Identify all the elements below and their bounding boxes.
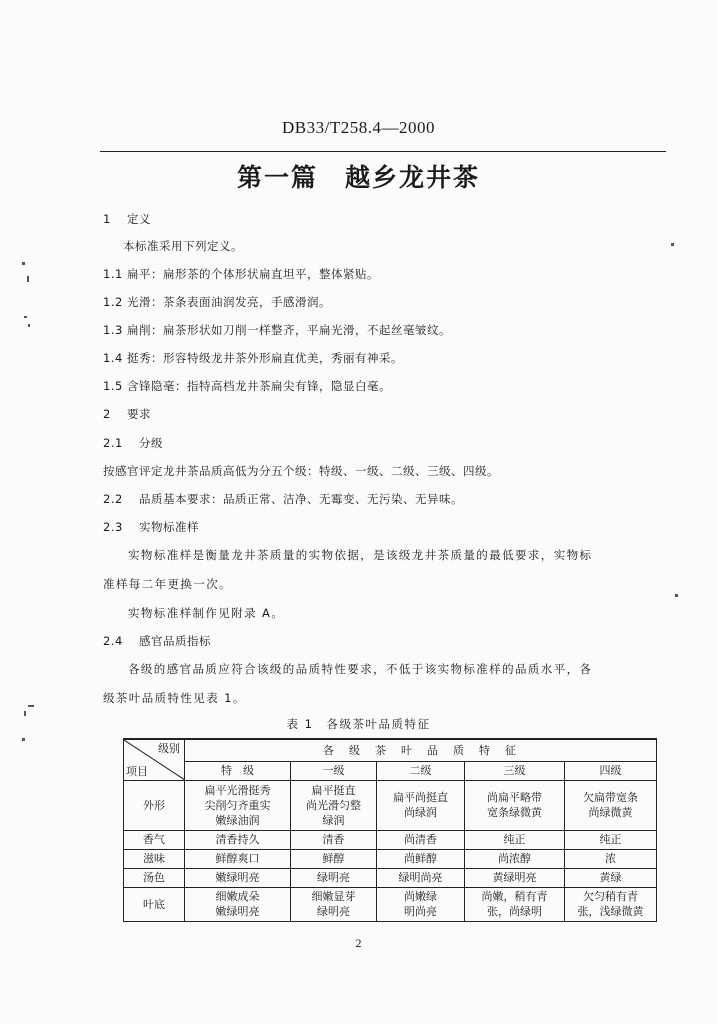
table-cell — [565, 830, 657, 849]
table-corner-cell — [124, 739, 185, 780]
item-number: 2.1 — [103, 436, 123, 450]
paragraph-line: 实物标准样是衡量龙井茶质量的实物依据，是该级龙井茶质量的最低要求，实物标 — [128, 548, 593, 562]
item-2-3 — [103, 519, 199, 535]
item-text: 扁平：扁形茶的个体形状扁直坦平，整体紧贴。 — [127, 267, 379, 281]
cell-text-line: 嫩绿明亮 — [215, 871, 260, 884]
cell-text-line: 嫩绿油润 — [215, 813, 260, 827]
paragraph-line: 实物标准样制作见附录 A。 — [128, 606, 285, 620]
row-label: 叶底 — [124, 887, 185, 921]
document-code: DB33/T258.4—2000 — [282, 118, 435, 137]
row-label: 汤色 — [124, 868, 185, 887]
grade-header-cell: 二级 — [377, 761, 465, 780]
table-cell — [291, 887, 377, 921]
page-number: 2 — [355, 936, 362, 950]
cell-text-line: 尚嫩绿 — [404, 890, 437, 903]
item-1-4 — [103, 350, 403, 366]
cell-text-line: 细嫩成朵 — [215, 890, 260, 903]
table-row — [124, 887, 657, 921]
table-cell — [465, 830, 565, 849]
cell-text-line: 浓 — [605, 852, 616, 865]
item-number: 1.5 — [103, 379, 123, 393]
cell-text-line: 绿明亮 — [317, 871, 350, 884]
cell-text-line: 张，浅绿微黄 — [577, 905, 644, 918]
table-cell — [565, 868, 657, 887]
scan-speck — [24, 711, 26, 716]
cell-text-line: 尚绿润 — [404, 806, 437, 819]
cell-text-line: 尚扁平略带 — [487, 791, 542, 804]
item-text: 品质基本要求：品质正常、洁净、无霉变、无污染、无异味。 — [139, 492, 463, 506]
table-cell — [565, 849, 657, 868]
table-cell — [465, 868, 565, 887]
item-1-5 — [103, 378, 391, 394]
table-cell — [377, 780, 465, 830]
cell-text-line: 尚光滑匀整 — [306, 798, 361, 812]
section-number: 1 — [103, 212, 111, 226]
table-cell — [465, 887, 565, 921]
scan-speck — [671, 243, 674, 246]
cell-text-line: 张，尚绿明 — [487, 905, 542, 918]
table-cell — [185, 849, 291, 868]
cell-text-line: 扁平尚挺直 — [393, 791, 448, 804]
cell-text-line: 尚嫩，稍有青 — [481, 890, 548, 903]
cell-text-line: 尖削匀齐重实 — [204, 798, 271, 812]
row-label: 香气 — [124, 830, 185, 849]
scan-speck — [28, 705, 34, 707]
cell-text-line: 尚绿微黄 — [588, 806, 633, 819]
cell-text-line: 扁平挺直 — [311, 783, 356, 797]
corner-label-item: 项目 — [126, 764, 148, 778]
cell-text-line: 细嫩显芽 — [311, 890, 356, 903]
item-number: 1.2 — [103, 295, 123, 309]
item-2-4 — [103, 633, 211, 649]
item-number: 2.2 — [103, 492, 123, 506]
scan-speck — [22, 262, 25, 265]
grade-header-cell: 三级 — [465, 761, 565, 780]
item-number: 2.3 — [103, 520, 123, 534]
item-text: 感官品质指标 — [139, 634, 211, 648]
cell-text-line: 欠扁带宽条 — [583, 791, 638, 804]
table-cell — [565, 887, 657, 921]
table-cell — [185, 868, 291, 887]
grade-header-cell: 一级 — [291, 761, 377, 780]
table-cell — [377, 868, 465, 887]
table-cell — [185, 887, 291, 921]
table-cell — [565, 780, 657, 830]
cell-text-line: 明尚亮 — [404, 905, 437, 918]
item-2-1-body: 按感官评定龙井茶品质高低为分五个级：特级、一级、二级、三级、四级。 — [103, 464, 499, 478]
grade-header-row — [124, 761, 657, 780]
scan-speck — [22, 738, 25, 741]
item-text: 实物标准样 — [139, 520, 199, 534]
cell-text-line: 黄绿 — [599, 871, 622, 884]
section-heading: 定义 — [127, 212, 151, 226]
cell-text-line: 纯正 — [599, 833, 622, 846]
cell-text-line: 绿明尚亮 — [398, 871, 443, 884]
table-header-row — [124, 739, 657, 761]
table-caption: 表 1 各级茶叶品质特征 — [286, 717, 431, 731]
cell-text-line: 尚浓醇 — [498, 852, 531, 865]
item-text: 光滑：茶条表面油润发亮，手感滑润。 — [127, 295, 331, 309]
item-number: 1.4 — [103, 351, 123, 365]
table-row — [124, 849, 657, 868]
cell-text-line: 尚鲜醇 — [404, 852, 437, 865]
item-text: 挺秀：形容特级龙井茶外形扁直优美，秀丽有神采。 — [127, 351, 403, 365]
item-1-1 — [103, 266, 379, 282]
table-cell — [291, 780, 377, 830]
scan-speck — [27, 276, 29, 282]
table-cell — [377, 849, 465, 868]
grade-header-cell: 四级 — [565, 761, 657, 780]
corner-label-grade: 级别 — [158, 742, 180, 755]
paragraph-line: 各级的感官品质应符合该级的品质特性要求，不低于该实物标准样的品质水平，各 — [128, 662, 593, 676]
table-cell — [377, 830, 465, 849]
item-text: 含锋隐毫：指特高档龙井茶扁尖有锋，隐显白毫。 — [127, 379, 391, 393]
item-number: 2.4 — [103, 634, 123, 648]
section-2 — [103, 406, 151, 422]
cell-text-line: 嫩绿明亮 — [215, 905, 260, 918]
group-header-cell: 各 级 茶 叶 品 质 特 征 — [185, 739, 657, 761]
section-heading: 要求 — [127, 407, 151, 421]
table-cell — [465, 780, 565, 830]
row-label: 外形 — [124, 780, 185, 830]
scan-speck — [675, 594, 678, 597]
table-cell — [291, 868, 377, 887]
table-cell — [377, 887, 465, 921]
item-number: 1.1 — [103, 267, 123, 281]
grade-header-cell: 特 级 — [185, 761, 291, 780]
paragraph-line: 级茶叶品质特性见表 1。 — [103, 691, 246, 705]
cell-text-line: 鲜醇 — [322, 852, 345, 865]
table-row — [124, 830, 657, 849]
item-1-3 — [103, 322, 451, 338]
item-number: 1.3 — [103, 323, 123, 337]
row-label: 滋味 — [124, 849, 185, 868]
paragraph-line: 准样每二年更换一次。 — [103, 577, 232, 591]
table-cell — [291, 849, 377, 868]
cell-text-line: 扁平光滑挺秀 — [204, 783, 271, 797]
table-cell — [291, 830, 377, 849]
cell-text-line: 尚清香 — [404, 833, 437, 846]
cell-text-line: 清香 — [322, 833, 345, 846]
cell-text-line: 绿润 — [322, 813, 345, 827]
table-row — [124, 868, 657, 887]
header-rule — [100, 151, 666, 152]
item-2-2 — [103, 491, 463, 507]
cell-text-line: 鲜醇爽口 — [215, 852, 260, 865]
cell-text-line: 绿明亮 — [317, 905, 350, 918]
table-cell — [185, 830, 291, 849]
page-title: 第一篇 越乡龙井茶 — [236, 163, 480, 192]
quality-table — [123, 738, 657, 922]
cell-text-line: 清香持久 — [215, 833, 260, 846]
cell-text-line: 欠匀稍有青 — [583, 890, 638, 903]
section-1 — [103, 211, 151, 227]
section-1-intro: 本标准采用下列定义。 — [123, 239, 243, 253]
table-row — [124, 780, 657, 830]
table-cell — [185, 780, 291, 830]
cell-text-line: 纯正 — [503, 833, 526, 846]
item-1-2 — [103, 294, 331, 310]
cell-text-line: 宽条绿微黄 — [487, 806, 542, 819]
item-2-1 — [103, 435, 163, 451]
table-cell — [465, 849, 565, 868]
cell-text-line: 黄绿明亮 — [492, 871, 537, 884]
scan-speck — [28, 324, 30, 327]
item-text: 分级 — [139, 436, 163, 450]
section-number: 2 — [103, 407, 111, 421]
item-text: 扁削：扁茶形状如刀削一样整齐，平扁光滑，不起丝毫皱纹。 — [127, 323, 451, 337]
scan-speck — [24, 316, 27, 318]
